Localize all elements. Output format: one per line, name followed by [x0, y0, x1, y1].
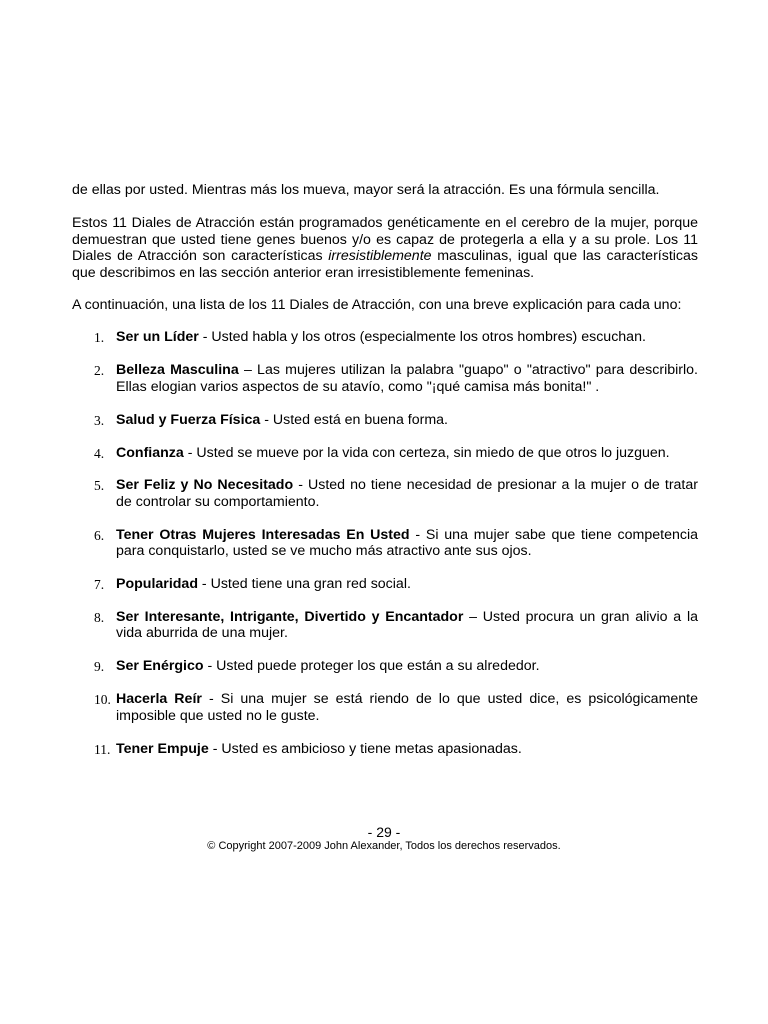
paragraph-text-b: masculinas, igual que las características que describimos en las sección anterior eran irresistiblemente femeninas. — [72, 248, 699, 281]
item-number: 9. — [94, 659, 105, 675]
page-number: - 29 - — [367, 824, 401, 840]
item-number: 3. — [94, 412, 105, 428]
item-term: Ser Enérgico — [116, 658, 204, 675]
list-item — [72, 609, 698, 642]
item-description: - Usted no tiene necesidad de presionar a la mujer o de tratar de controlar su comportamiento. — [116, 477, 698, 510]
item-description: - Si una mujer se está riendo de lo que usted dice, es psicológicamente imposible que usted no le guste. — [116, 691, 699, 724]
item-number: 6. — [94, 527, 105, 543]
list-item — [72, 576, 698, 592]
paragraph-text-a: Estos 11 Diales de Atracción están programados genéticamente en el cerebro de la mujer, porque demuestran que usted tiene genes buenos y/o es capaz de protegerla a ella y a su prole. Los 11 Diales de Atracción son características — [72, 215, 698, 265]
item-description: - Usted se mueve por la vida con certeza, sin miedo de que otros lo juzguen. — [183, 444, 670, 461]
item-description: – Usted procura un gran alivio a la vida aburrida de una mujer. — [116, 609, 698, 642]
item-term: Belleza Masculina — [116, 362, 239, 379]
item-term: Hacerla Reír — [116, 691, 202, 708]
item-number: 1. — [94, 330, 105, 346]
copyright-notice: © Copyright 2007-2009 John Alexander, Todos los derechos reservados. — [207, 840, 561, 852]
document-page — [72, 182, 698, 773]
paragraph-list-intro: A continuación, una lista de los 11 Diales de Atracción, con una breve explicación para cada uno: — [72, 297, 682, 314]
item-term: Popularidad — [116, 576, 198, 593]
list-item — [72, 412, 698, 428]
item-term: Tener Empuje — [116, 740, 209, 757]
paragraph-continuation: de ellas por usted. Mientras más los mueva, mayor será la atracción. Es una fórmula sencilla. — [72, 182, 660, 198]
paragraph-diales-intro — [72, 215, 698, 281]
item-number: 4. — [94, 445, 105, 461]
item-term: Confianza — [116, 444, 184, 461]
item-description: - Usted está en buena forma. — [260, 411, 448, 428]
item-term: Ser Feliz y No Necesitado — [116, 477, 294, 494]
list-item — [72, 477, 698, 510]
list-item — [72, 329, 698, 345]
item-number: 7. — [94, 577, 105, 593]
item-description: – Las mujeres utilizan la palabra "guapo" o "atractivo" para describirlo. Ellas elogian varios aspectos de su atavío, como "¡qué camisa más bonita!" . — [116, 362, 698, 395]
item-term: Ser Interesante, Intrigante, Divertido y Encantador — [116, 609, 464, 625]
item-description: - Si una mujer sabe que tiene competencia para conquistarlo, usted se ve mucho más atractivo ante sus ojos. — [116, 526, 698, 560]
item-description: - Usted tiene una gran red social. — [197, 576, 411, 593]
item-number: 11. — [94, 741, 111, 757]
item-term: Tener Otras Mujeres Interesadas En Usted — [116, 526, 410, 543]
item-number: 10. — [94, 692, 111, 708]
list-item — [72, 527, 698, 560]
item-term: Ser un Líder — [116, 329, 199, 346]
item-term: Salud y Fuerza Física — [116, 411, 261, 428]
list-item — [72, 445, 698, 461]
item-number: 8. — [94, 610, 105, 625]
list-item — [72, 658, 698, 674]
list-item — [72, 741, 698, 757]
diales-list — [72, 329, 698, 757]
item-description: - Usted es ambicioso y tiene metas apasionadas. — [208, 740, 522, 757]
item-description: - Usted habla y los otros (especialmente los otros hombres) escuchan. — [198, 329, 646, 346]
item-number: 2. — [94, 363, 105, 379]
item-description: - Usted puede proteger los que están a su alrededor. — [203, 658, 540, 675]
list-item — [72, 691, 698, 724]
paragraph-emphasis: irresistiblemente — [328, 248, 432, 265]
item-number: 5. — [94, 478, 105, 494]
list-item — [72, 362, 698, 395]
